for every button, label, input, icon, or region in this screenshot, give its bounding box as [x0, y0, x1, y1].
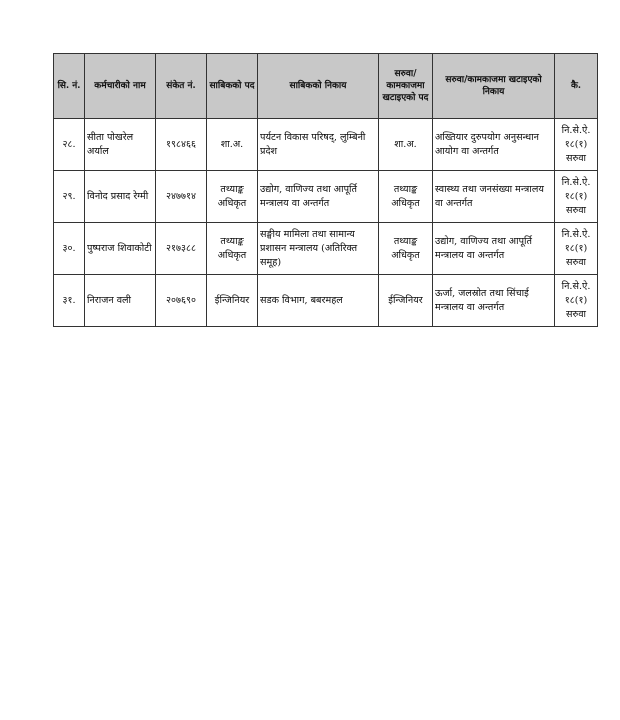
cell-previous-office: उद्योग, वाणिज्य तथा आपूर्ति मन्त्रालय वा अन्तर्गत	[258, 171, 379, 223]
header-previous-post: साबिकको पद	[207, 54, 258, 119]
cell-new-post: तथ्याङ्क अधिकृत	[379, 223, 433, 275]
header-employee-name: कर्मचारीको नाम	[85, 54, 156, 119]
cell-employee-name: निराजन वली	[85, 275, 156, 327]
cell-code-number: २४७७१४	[156, 171, 207, 223]
cell-new-office: अख्तियार दुरुपयोग अनुसन्धान आयोग वा अन्तर्गत	[433, 119, 555, 171]
header-new-post: सरुवा/ कामकाजमा खटाइएको पद	[379, 54, 433, 119]
cell-serial-number: ३०.	[54, 223, 85, 275]
cell-new-office: स्वास्थ्य तथा जनसंख्या मन्त्रालय वा अन्तर्गत	[433, 171, 555, 223]
cell-new-post: ईन्जिनियर	[379, 275, 433, 327]
cell-previous-post: तथ्याङ्क अधिकृत	[207, 171, 258, 223]
table-body	[54, 119, 598, 327]
header-new-office: सरुवा/कामकाजमा खटाइएको निकाय	[433, 54, 555, 119]
cell-previous-office: पर्यटन विकास परिषद्, लुम्बिनी प्रदेश	[258, 119, 379, 171]
cell-serial-number: ३१.	[54, 275, 85, 327]
cell-previous-office: सडक विभाग, बबरमहल	[258, 275, 379, 327]
table-row	[54, 171, 598, 223]
header-row	[54, 54, 598, 119]
header-serial-number: सि. नं.	[54, 54, 85, 119]
cell-new-office: उद्योग, वाणिज्य तथा आपूर्ति मन्त्रालय वा अन्तर्गत	[433, 223, 555, 275]
table-row	[54, 119, 598, 171]
header-remarks: कै.	[555, 54, 598, 119]
cell-new-office: ऊर्जा, जलस्रोत तथा सिंचाई मन्त्रालय वा अन्तर्गत	[433, 275, 555, 327]
cell-employee-name: विनोद प्रसाद रेग्मी	[85, 171, 156, 223]
transfer-table	[53, 53, 598, 327]
cell-code-number: २१७३८८	[156, 223, 207, 275]
cell-code-number: २०७६९०	[156, 275, 207, 327]
cell-previous-post: शा.अ.	[207, 119, 258, 171]
cell-employee-name: पुष्पराज शिवाकोटी	[85, 223, 156, 275]
cell-new-post: शा.अ.	[379, 119, 433, 171]
cell-remarks: नि.से.ऐ. १८(१) सरुवा	[555, 171, 598, 223]
cell-previous-post: तथ्याङ्क अधिकृत	[207, 223, 258, 275]
cell-new-post: तथ्याङ्क अधिकृत	[379, 171, 433, 223]
cell-remarks: नि.से.ऐ. १८(१) सरुवा	[555, 223, 598, 275]
cell-remarks: नि.से.ऐ. १८(१) सरुवा	[555, 119, 598, 171]
cell-code-number: १९८४६६	[156, 119, 207, 171]
cell-serial-number: २९.	[54, 171, 85, 223]
cell-serial-number: २८.	[54, 119, 85, 171]
cell-previous-post: ईन्जिनियर	[207, 275, 258, 327]
cell-previous-office: सङ्घीय मामिला तथा सामान्य प्रशासन मन्त्रालय (अतिरिक्त समूह)	[258, 223, 379, 275]
header-code-number: संकेत नं.	[156, 54, 207, 119]
header-previous-office: साबिकको निकाय	[258, 54, 379, 119]
cell-remarks: नि.से.ऐ. १८(१) सरुवा	[555, 275, 598, 327]
table-header	[54, 54, 598, 119]
table-row	[54, 223, 598, 275]
table-row	[54, 275, 598, 327]
cell-employee-name: सीता पोखरेल अर्याल	[85, 119, 156, 171]
